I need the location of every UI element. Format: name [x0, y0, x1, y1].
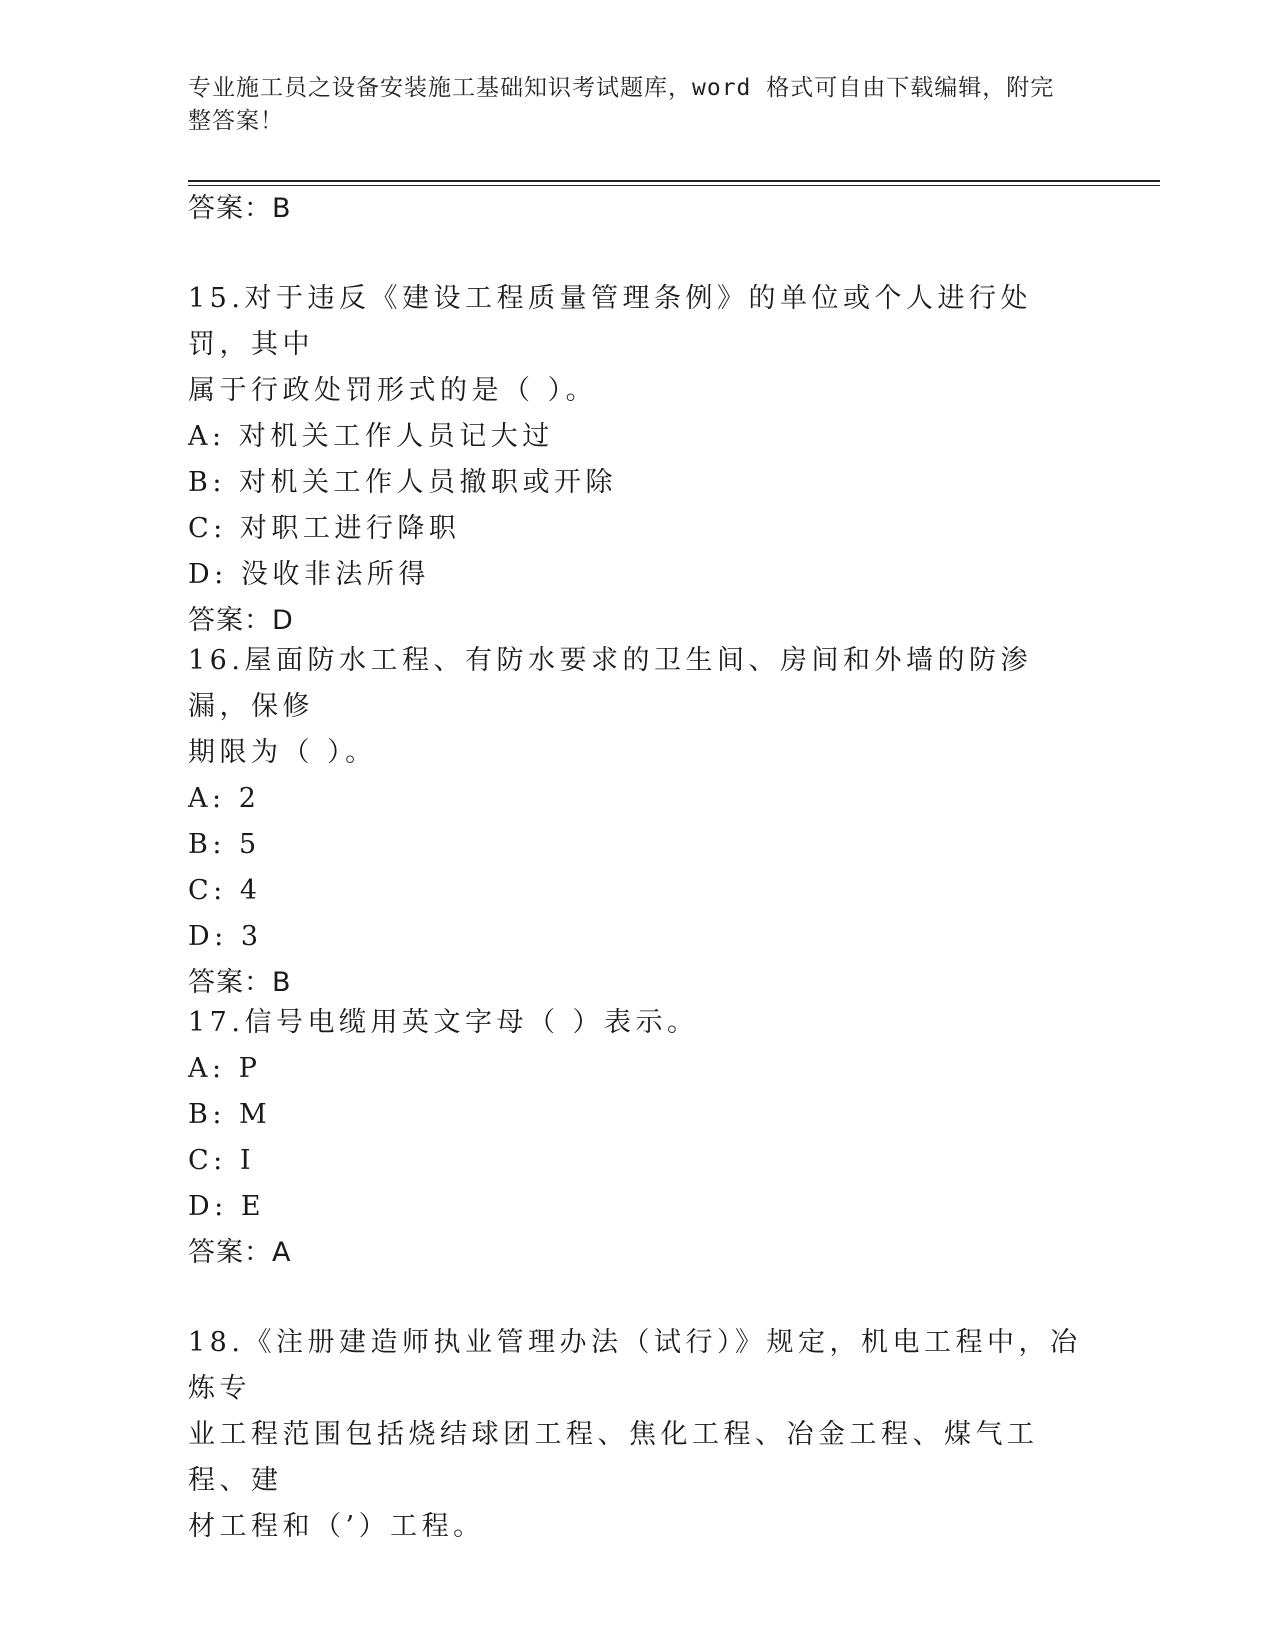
document-header	[188, 72, 1068, 138]
option-text: 没收非法所得	[240, 559, 430, 590]
option-a	[188, 776, 1088, 822]
option-text: 对机关工作人员记大过	[238, 421, 554, 452]
question-stem-line-1: 18.《注册建造师执业管理办法（试行）》规定，机电工程中，冶炼专	[188, 1327, 1082, 1404]
option-letter: C:	[188, 1145, 227, 1176]
question-15	[188, 276, 1088, 644]
option-letter: A:	[188, 421, 226, 452]
option-letter: B:	[188, 1099, 226, 1130]
option-b	[188, 1092, 1088, 1138]
option-d	[188, 552, 1088, 598]
option-d	[188, 914, 1088, 960]
option-text: M	[239, 1099, 272, 1130]
answer-line: 答案：D	[188, 605, 294, 636]
option-text: 对机关工作人员撤职或开除	[239, 467, 618, 498]
option-letter: A:	[188, 783, 226, 814]
option-text: I	[239, 1145, 256, 1176]
option-a	[188, 414, 1088, 460]
option-text: P	[238, 1053, 262, 1084]
option-text: 3	[240, 921, 263, 952]
option-letter: C:	[188, 875, 227, 906]
option-c	[188, 1138, 1088, 1184]
question-stem-line-1: 15.对于违反《建设工程质量管理条例》的单位或个人进行处罚，其中	[188, 283, 1032, 360]
question-stem-line-1: 17.信号电缆用英文字母（ ）表示。	[188, 1007, 699, 1038]
option-text: 2	[238, 783, 261, 814]
option-letter: D:	[188, 559, 228, 590]
question-stem-line-3: 材工程和（’）工程。	[188, 1511, 485, 1542]
option-letter: C:	[188, 513, 227, 544]
option-letter: B:	[188, 467, 226, 498]
answer-line: 答案：B	[188, 967, 292, 998]
option-text: 5	[239, 829, 261, 860]
option-letter: A:	[188, 1053, 226, 1084]
question-stem-line-2: 业工程范围包括烧结球团工程、焦化工程、冶金工程、煤气工程、建	[188, 1419, 1039, 1496]
answer-line: 答案：A	[188, 1237, 292, 1268]
option-text: 4	[239, 875, 262, 906]
header-line-2: 整答案！	[188, 108, 284, 134]
option-a	[188, 1046, 1088, 1092]
option-b	[188, 822, 1088, 868]
option-letter: D:	[188, 1191, 228, 1222]
answer-line-prev: 答案：B	[188, 193, 292, 224]
question-16	[188, 638, 1088, 1006]
option-text: E	[240, 1191, 266, 1222]
option-letter: D:	[188, 921, 228, 952]
question-stem-line-1: 16.屋面防水工程、有防水要求的卫生间、房间和外墙的防渗漏，保修	[188, 645, 1032, 722]
option-text: 对职工进行降职	[239, 513, 461, 544]
header-divider-thick	[188, 180, 1160, 182]
header-line-1: 专业施工员之设备安装施工基础知识考试题库，word 格式可自由下载编辑，附完	[188, 75, 1055, 101]
option-b	[188, 460, 1088, 506]
option-letter: B:	[188, 829, 226, 860]
option-c	[188, 868, 1088, 914]
question-18	[188, 1320, 1088, 1550]
option-c	[188, 506, 1088, 552]
question-17	[188, 1000, 1088, 1276]
question-stem-line-2: 属于行政处罚形式的是（ ）。	[188, 375, 598, 406]
option-d	[188, 1184, 1088, 1230]
question-stem-line-2: 期限为（ ）。	[188, 737, 377, 768]
